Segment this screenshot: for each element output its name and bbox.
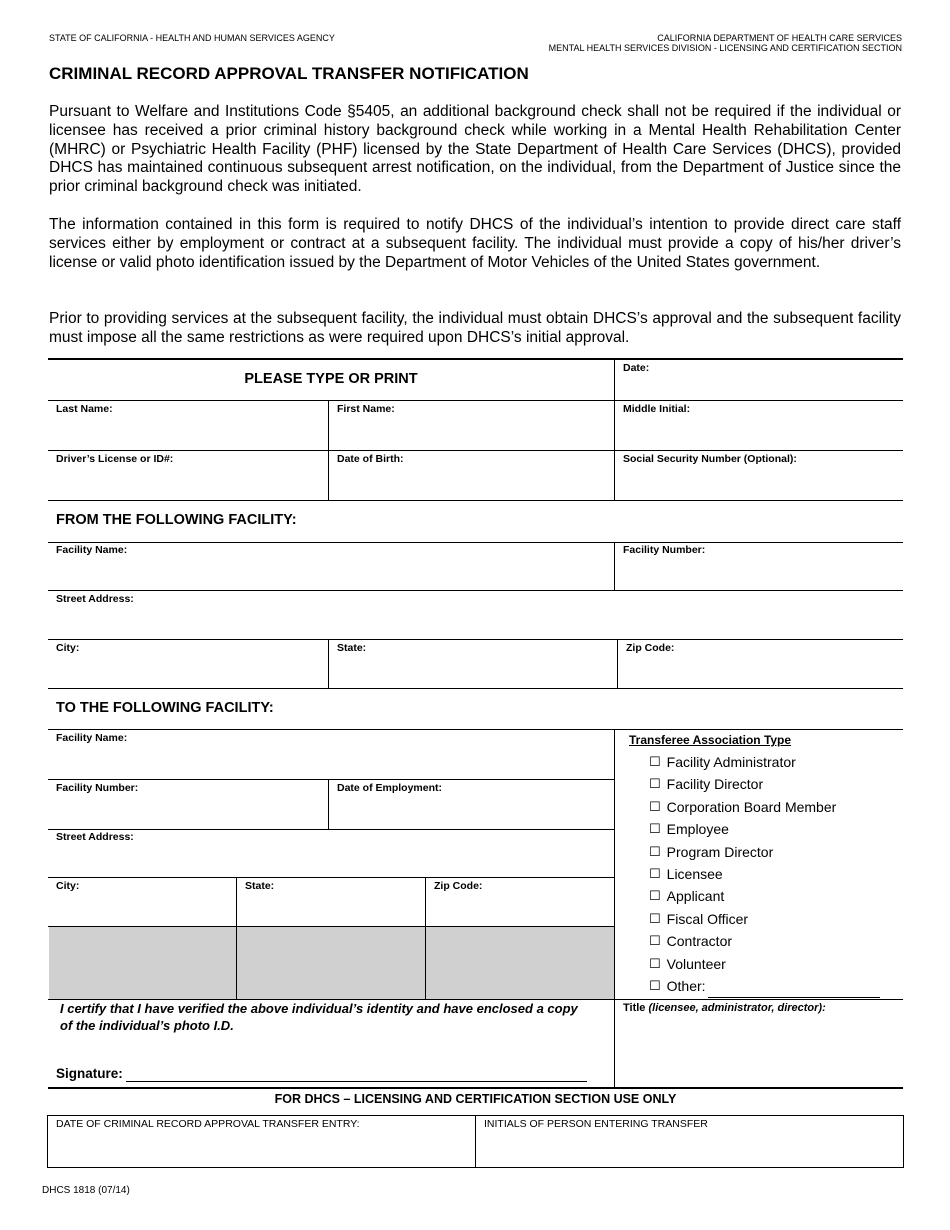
checkbox[interactable]: ☐ bbox=[649, 888, 661, 904]
to-facility-heading: TO THE FOLLOWING FACILITY: bbox=[56, 700, 274, 716]
association-option-licensee[interactable] bbox=[649, 863, 880, 885]
agency-header: STATE OF CALIFORNIA - HEALTH AND HUMAN SERVICES AGENCY bbox=[49, 33, 335, 43]
checkbox[interactable]: ☐ bbox=[649, 933, 661, 949]
option-label: Licensee bbox=[666, 865, 723, 882]
to-facility-number-label: Facility Number: bbox=[56, 782, 139, 794]
date-label: Date: bbox=[623, 362, 650, 374]
checkbox[interactable]: ☐ bbox=[649, 821, 661, 837]
to-facility-name-input[interactable] bbox=[56, 749, 610, 775]
checkbox[interactable]: ☐ bbox=[649, 865, 661, 881]
middle-initial-label: Middle Initial: bbox=[623, 403, 691, 415]
association-option-fiscal-officer[interactable] bbox=[649, 908, 880, 930]
from-zip-input[interactable] bbox=[626, 659, 900, 685]
option-label: Employee bbox=[666, 821, 729, 838]
drivers-license-label: Driver’s License or ID#: bbox=[56, 453, 174, 465]
ssn-input[interactable] bbox=[623, 470, 899, 496]
shaded-cell bbox=[237, 927, 425, 999]
association-option-facility-director[interactable] bbox=[649, 773, 880, 795]
first-name-input[interactable] bbox=[337, 420, 611, 446]
association-type-list bbox=[649, 751, 880, 997]
last-name-label: Last Name: bbox=[56, 403, 113, 415]
association-option-program-director[interactable] bbox=[649, 841, 880, 863]
checkbox[interactable]: ☐ bbox=[649, 798, 661, 814]
page-title: CRIMINAL RECORD APPROVAL TRANSFER NOTIFICATION bbox=[49, 64, 529, 83]
entry-date-label: DATE OF CRIMINAL RECORD APPROVAL TRANSFER ENTRY: bbox=[56, 1118, 360, 1130]
middle-initial-input[interactable] bbox=[623, 420, 899, 446]
association-type-heading: Transferee Association Type bbox=[629, 733, 792, 747]
from-state-input[interactable] bbox=[337, 659, 613, 685]
option-label: Facility Administrator bbox=[666, 754, 796, 770]
other-association-input[interactable] bbox=[708, 979, 880, 998]
department-line-2: MENTAL HEALTH SERVICES DIVISION - LICENSING AND CERTIFICATION SECTION bbox=[548, 43, 902, 53]
title-label-text: Title bbox=[623, 1002, 646, 1014]
ssn-label: Social Security Number (Optional): bbox=[623, 453, 797, 465]
association-option-applicant[interactable] bbox=[649, 885, 880, 907]
shaded-cell bbox=[426, 927, 614, 999]
to-zip-input[interactable] bbox=[434, 897, 612, 923]
entry-date-input[interactable] bbox=[56, 1135, 472, 1161]
date-of-birth-label: Date of Birth: bbox=[337, 453, 404, 465]
paragraph-3: Prior to providing services at the subsequent facility, the individual must obtain DHCS’s approval and the subsequent facility must impose all the same restrictions as were required upon DHCS’s initial approval. bbox=[49, 310, 901, 346]
paragraph-2: The information contained in this form is required to notify DHCS of the individual’s intention to provide direct care staff services either by employment or contract at a subsequent facility. The individual must provide a copy of his/her driver’s license or valid photo identification issued by the Department of Motor Vehicles of the United States government. bbox=[49, 216, 901, 271]
type-or-print-heading: PLEASE TYPE OR PRINT bbox=[244, 371, 418, 387]
association-option-volunteer[interactable] bbox=[649, 953, 880, 975]
title-input[interactable] bbox=[623, 1020, 899, 1084]
from-city-label: City: bbox=[56, 642, 80, 654]
paragraph-1: Pursuant to Welfare and Institutions Code §5405, an additional background check shall not be required if the individual or licensee has received a prior criminal history background check while working in a Mental Health Rehabilitation Center (MHRC) or Psychiatric Health Facility (PHF) licensed by the State Department of Health Care Services (DHCS), provided DHCS has maintained continuous subsequent arrest notification, on the individual, from the Department of Justice since the prior criminal background check was initiated. bbox=[49, 103, 901, 196]
to-city-input[interactable] bbox=[56, 897, 234, 923]
date-of-employment-label: Date of Employment: bbox=[337, 782, 443, 794]
from-state-label: State: bbox=[337, 642, 367, 654]
signature-label: Signature: bbox=[56, 1066, 123, 1081]
to-facility-number-input[interactable] bbox=[56, 799, 325, 825]
date-of-employment-input[interactable] bbox=[337, 799, 611, 825]
first-name-label: First Name: bbox=[337, 403, 395, 415]
from-street-input[interactable] bbox=[56, 610, 900, 636]
date-input[interactable] bbox=[660, 376, 899, 398]
department-header bbox=[549, 33, 902, 53]
drivers-license-input[interactable] bbox=[56, 470, 325, 496]
from-zip-label: Zip Code: bbox=[626, 642, 675, 654]
signature-input[interactable] bbox=[128, 1058, 587, 1082]
from-facility-number-label: Facility Number: bbox=[623, 544, 706, 556]
shaded-cell bbox=[49, 927, 236, 999]
option-label: Volunteer bbox=[666, 955, 726, 972]
title-label bbox=[623, 1002, 826, 1014]
from-facility-heading: FROM THE FOLLOWING FACILITY: bbox=[56, 512, 297, 528]
association-option-corporation-board-member[interactable] bbox=[649, 796, 880, 818]
from-facility-name-input[interactable] bbox=[56, 561, 610, 587]
association-option-employee[interactable] bbox=[649, 818, 880, 840]
checkbox[interactable]: ☐ bbox=[649, 776, 661, 792]
option-label: Program Director bbox=[666, 843, 774, 860]
last-name-input[interactable] bbox=[56, 420, 325, 446]
from-facility-number-input[interactable] bbox=[623, 561, 899, 587]
from-city-input[interactable] bbox=[56, 659, 325, 685]
association-option-other[interactable] bbox=[649, 975, 880, 997]
checkbox[interactable]: ☐ bbox=[649, 977, 661, 993]
option-label: Fiscal Officer bbox=[666, 910, 749, 927]
date-of-birth-input[interactable] bbox=[337, 470, 611, 496]
to-city-label: City: bbox=[56, 880, 80, 892]
to-state-label: State: bbox=[245, 880, 275, 892]
department-line-1: CALIFORNIA DEPARTMENT OF HEALTH CARE SERVICES bbox=[657, 33, 902, 43]
from-facility-name-label: Facility Name: bbox=[56, 544, 128, 556]
association-option-contractor[interactable] bbox=[649, 930, 880, 952]
to-zip-label: Zip Code: bbox=[434, 880, 483, 892]
form-number: DHCS 1818 (07/14) bbox=[42, 1185, 130, 1196]
to-street-input[interactable] bbox=[56, 848, 610, 874]
checkbox[interactable]: ☐ bbox=[649, 754, 661, 769]
option-label: Contractor bbox=[666, 933, 733, 950]
to-state-input[interactable] bbox=[245, 897, 423, 923]
checkbox[interactable]: ☐ bbox=[649, 910, 661, 926]
checkbox[interactable]: ☐ bbox=[649, 955, 661, 971]
to-facility-name-label: Facility Name: bbox=[56, 732, 128, 744]
to-street-label: Street Address: bbox=[56, 831, 134, 843]
option-label: Other: bbox=[666, 977, 706, 994]
option-label: Corporation Board Member bbox=[666, 798, 837, 815]
from-street-label: Street Address: bbox=[56, 593, 134, 605]
option-label: Applicant bbox=[666, 888, 725, 905]
association-option-facility-administrator[interactable] bbox=[649, 751, 880, 773]
dhcs-use-only-heading: FOR DHCS – LICENSING AND CERTIFICATION SECTION USE ONLY bbox=[274, 1092, 677, 1106]
initials-label: INITIALS OF PERSON ENTERING TRANSFER bbox=[484, 1118, 708, 1130]
checkbox[interactable]: ☐ bbox=[649, 843, 661, 859]
option-label: Facility Director bbox=[666, 776, 764, 793]
title-hint: (licensee, administrator, director): bbox=[648, 1002, 826, 1014]
certification-statement: I certify that I have verified the above individual’s identity and have enclosed a copy of the individual’s photo I.D. bbox=[60, 1001, 578, 1033]
initials-input[interactable] bbox=[484, 1135, 898, 1161]
